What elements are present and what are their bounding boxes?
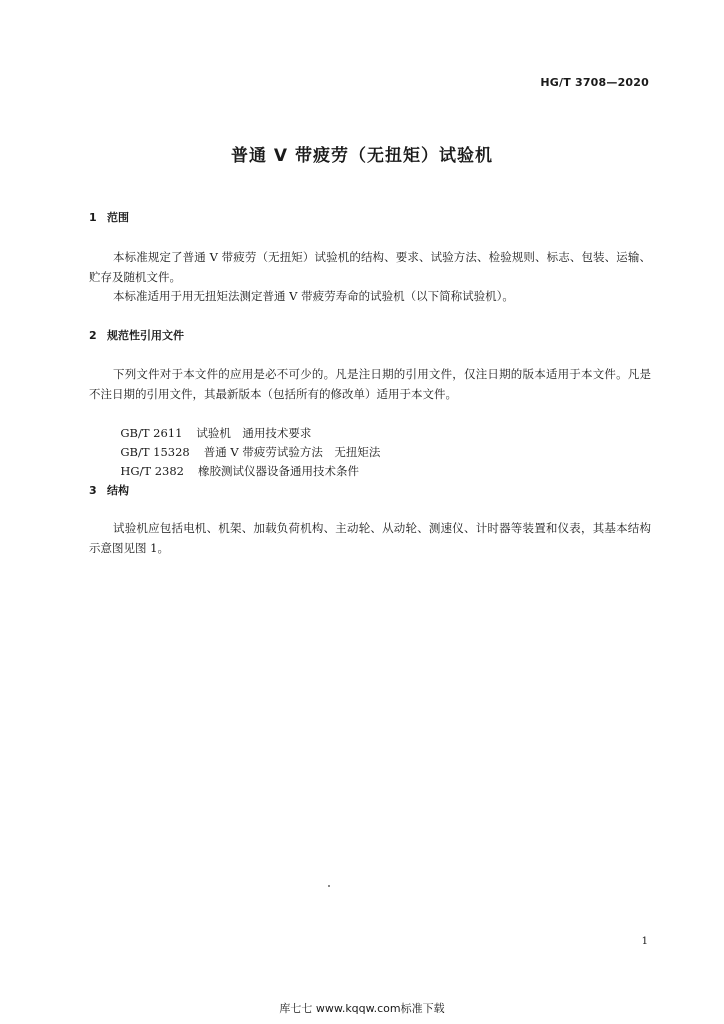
section-title: 结构: [107, 484, 129, 497]
standard-code: HG/T 3708—2020: [540, 76, 649, 89]
scan-dot: [328, 885, 330, 887]
section-1-paragraph-1: 本标准规定了普通 V 带疲劳（无扭矩）试验机的结构、要求、试验方法、检验规则、标志、包装、运输、贮存及随机文件。: [89, 250, 651, 284]
page-number: 1: [641, 936, 648, 947]
reference-code: GB/T 15328: [120, 444, 190, 459]
document-title: 普通 V 带疲劳（无扭矩）试验机: [231, 146, 493, 166]
section-3-paragraph-1: 试验机应包括电机、机架、加载负荷机构、主动轮、从动轮、测速仪、计时器等装置和仪表，其基本结构示意图见图 1。: [89, 521, 651, 555]
section-1-heading: [89, 209, 129, 225]
section-2-heading: [89, 327, 184, 343]
section-3-heading: [89, 482, 129, 498]
reference-item: [113, 442, 359, 481]
section-number: 1: [89, 211, 97, 224]
reference-name: 试验机 通用技术要求: [196, 425, 312, 440]
reference-code: GB/T 2611: [120, 425, 183, 440]
section-number: 2: [89, 329, 97, 342]
section-title: 规范性引用文件: [107, 329, 184, 342]
section-number: 3: [89, 484, 97, 497]
footer-watermark: 库七七 www.kqqw.com标准下载: [279, 1002, 445, 1015]
section-1-paragraph-2: 本标准适用于用无扭矩法测定普通 V 带疲劳寿命的试验机（以下简称试验机）。: [113, 289, 514, 303]
reference-code: HG/T 2382: [120, 463, 184, 478]
section-2-paragraph-1: 下列文件对于本文件的应用是必不可少的。凡是注日期的引用文件，仅注日期的版本适用于本文件。凡是不注日期的引用文件，其最新版本（包括所有的修改单）适用于本文件。: [89, 367, 651, 401]
reference-name: 橡胶测试仪器设备通用技术条件: [198, 463, 359, 478]
section-title: 范围: [107, 211, 129, 224]
reference-name: 普通 V 带疲劳试验方法 无扭矩法: [203, 444, 381, 459]
